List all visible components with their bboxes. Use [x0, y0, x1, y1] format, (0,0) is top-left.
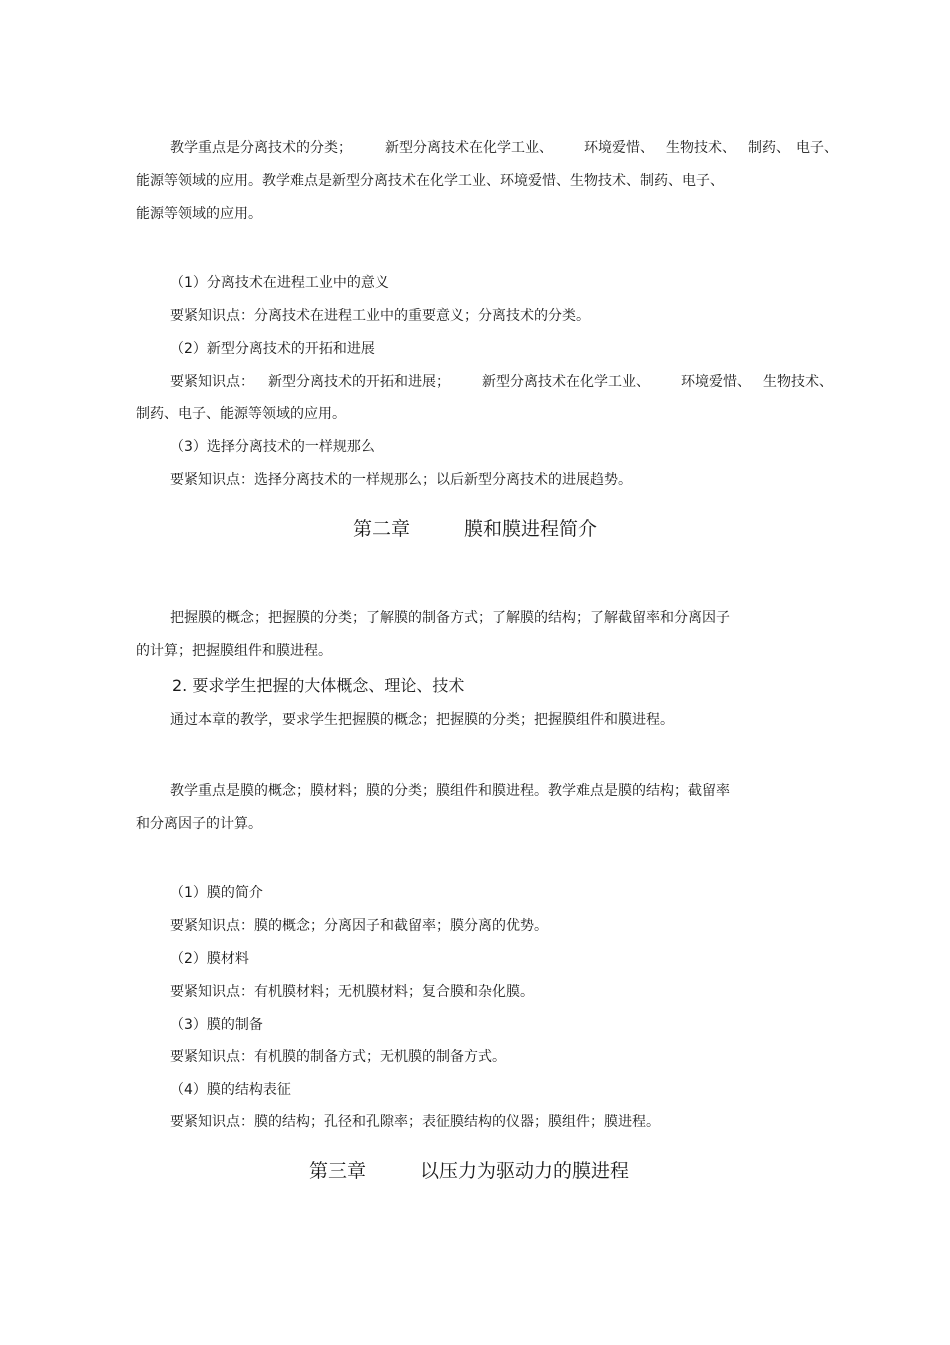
- text-fragment: 制药、: [748, 140, 790, 156]
- intro-line-3: 能源等领域的应用。: [136, 206, 262, 222]
- key-points: 要紧知识点：分离技术在进程工业中的重要意义；分离技术的分类。: [170, 308, 590, 324]
- key-points: 要紧知识点：有机膜材料；无机膜材料；复合膜和杂化膜。: [170, 984, 534, 1000]
- section-title: （1）分离技术在进程工业中的意义: [170, 275, 389, 291]
- text-fragment: 新型分离技术在化学工业、: [385, 140, 553, 156]
- key-points: 要紧知识点：选择分离技术的一样规那么；以后新型分离技术的进展趋势。: [170, 472, 632, 488]
- text-fragment: 电子、: [796, 140, 838, 156]
- text-fragment: 新型分离技术在化学工业、: [482, 374, 650, 390]
- key-points: 要紧知识点：膜的结构；孔径和孔隙率；表征膜结构的仪器；膜组件；膜进程。: [170, 1114, 660, 1130]
- text-fragment: 生物技术、: [666, 140, 736, 156]
- key-difficulties-line-2: 和分离因子的计算。: [136, 816, 262, 832]
- intro-line-2: 能源等领域的应用。教学难点是新型分离技术在化学工业、环境爱惜、生物技术、制药、电子、: [136, 173, 724, 189]
- section-title: （2）新型分离技术的开拓和进展: [170, 341, 375, 357]
- chapter-number: 第三章: [309, 1160, 367, 1182]
- key-points: 要紧知识点：膜的概念；分离因子和截留率；膜分离的优势。: [170, 918, 548, 934]
- key-difficulties-line-1: 教学重点是膜的概念；膜材料；膜的分类；膜组件和膜进程。教学难点是膜的结构；截留率: [170, 783, 730, 799]
- requirements-text: 通过本章的教学，要求学生把握膜的概念；把握膜的分类；把握膜组件和膜进程。: [170, 712, 674, 728]
- section-title: （4）膜的结构表征: [170, 1082, 291, 1098]
- text-fragment: 环境爱惜、: [584, 140, 654, 156]
- text-fragment: 教学重点是分离技术的分类；: [170, 140, 352, 156]
- key-points-line-2: 制药、电子、能源等领域的应用。: [136, 406, 346, 422]
- section-title: （3）选择分离技术的一样规那么: [170, 439, 375, 455]
- subheading: 2. 要求学生把握的大体概念、理论、技术: [172, 676, 465, 695]
- chapter-number: 第二章: [353, 518, 411, 540]
- objectives-line-1: 把握膜的概念；把握膜的分类；了解膜的制备方式；了解膜的结构；了解截留率和分离因子: [170, 610, 730, 626]
- text-fragment: 新型分离技术的开拓和进展；: [268, 374, 450, 390]
- text-fragment: 生物技术、: [763, 374, 833, 390]
- key-points: 要紧知识点：有机膜的制备方式；无机膜的制备方式。: [170, 1049, 506, 1065]
- chapter-title: 以压力为驱动力的膜进程: [420, 1160, 630, 1182]
- section-title: （3）膜的制备: [170, 1017, 263, 1033]
- text-fragment: 环境爱惜、: [681, 374, 751, 390]
- section-title: （2）膜材料: [170, 951, 249, 967]
- chapter-title: 膜和膜进程简介: [464, 518, 598, 540]
- text-fragment: 要紧知识点：: [170, 374, 254, 390]
- section-title: （1）膜的简介: [170, 885, 263, 901]
- objectives-line-2: 的计算；把握膜组件和膜进程。: [136, 643, 332, 659]
